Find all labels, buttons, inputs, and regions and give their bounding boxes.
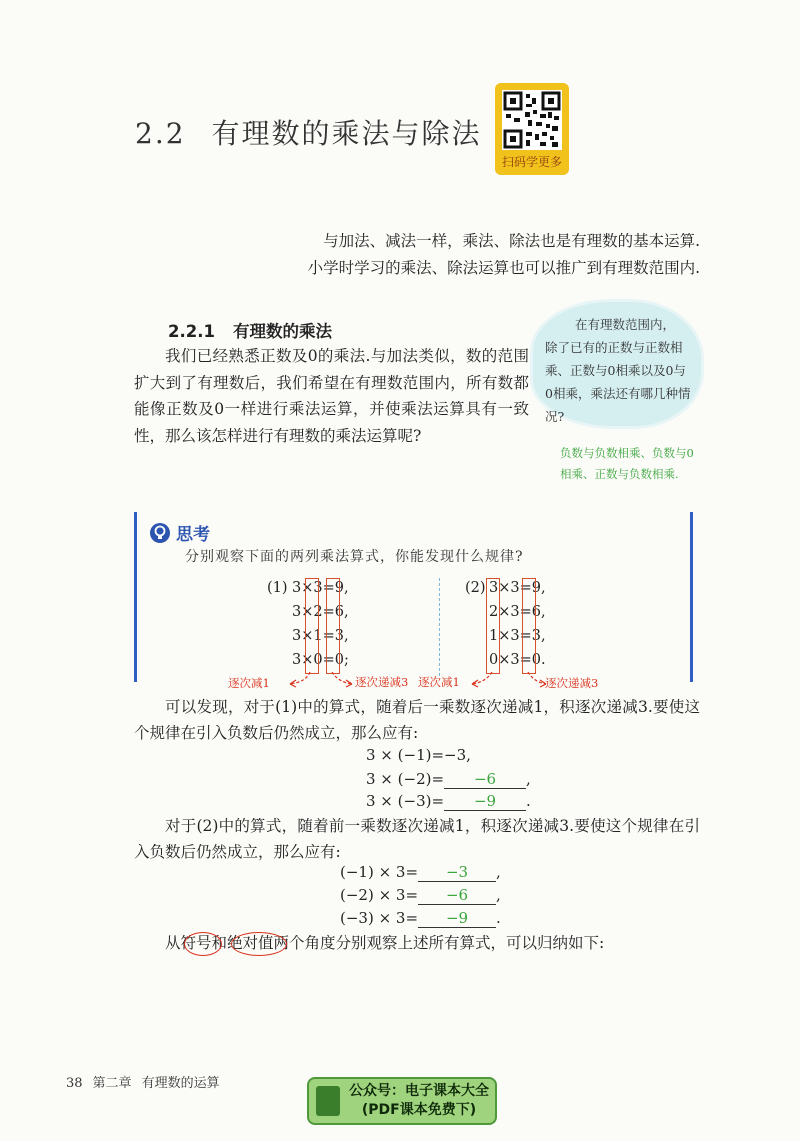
thought-cloud (533, 302, 701, 426)
chapter-label: 第二章 (92, 1076, 132, 1091)
paragraph-3: 对于(2)中的算式，随着前一乘数逐次递减1，积逐次递减3.要使这个规律在引入负数后仍然成立，那么应有: (134, 817, 700, 861)
eq2-row-1 (340, 861, 501, 883)
paragraph-2: 可以发现，对于(1)中的算式，随着后一乘数逐次递减1，积逐次递减3.要使这个规律在引入负数后仍然成立，那么应有: (134, 698, 700, 742)
eq2-row-2 (340, 884, 501, 906)
eq1-end: , (526, 770, 531, 788)
eq2-row-3 (340, 907, 501, 929)
eq2-answer-blank: −6 (418, 886, 496, 905)
col2-eq-4: 0×3=0. (489, 652, 546, 668)
book-icon (316, 1086, 340, 1116)
intro-line-2: 小学时学习的乘法、除法运算也可以推广到有理数范围内. (307, 259, 700, 277)
watermark-text (349, 1082, 489, 1120)
circle-annotation-absolute-value (231, 932, 287, 956)
page-number: 38 (66, 1076, 83, 1091)
eq1-answer-blank: −6 (444, 770, 526, 789)
watermark-line-2: (PDF课本免费下) (361, 1102, 477, 1118)
cloud-rest: 除了已有的正数与正数相乘、正数与0相乘以及0与0相乘，乘法还有哪几种情况? (545, 340, 691, 424)
section-number: 2.2 (135, 117, 186, 150)
qr-code-icon (502, 90, 562, 150)
col2-eq-1: 3×3=9, (489, 580, 546, 596)
think-prompt: 分别观察下面的两列乘法算式，你能发现什么规律? (185, 549, 524, 565)
arrow-label-1: 逐次减1 (228, 676, 270, 690)
col1-eq-1: 3×3=9, (292, 580, 349, 596)
page-footer (66, 1072, 230, 1091)
col2-eq-2: 2×3=6, (489, 604, 546, 620)
eq2-expr: (−2) × 3= (340, 886, 419, 904)
col1-tag: (1) (267, 580, 288, 596)
col1-eq-2: 3×2=6, (292, 604, 349, 620)
section-title-text: 有理数的乘法与除法 (211, 117, 482, 150)
eq2-expr: (−3) × 3= (340, 909, 419, 927)
cloud-text (545, 313, 693, 428)
eq2-end: , (496, 886, 501, 904)
col2-tag: (2) (465, 580, 486, 596)
circle-annotation-sign (184, 932, 222, 956)
watermark-line-1: 公众号：电子课本大全 (349, 1083, 489, 1099)
think-box-right-border (690, 512, 693, 682)
qr-label: 扫码学更多 (501, 155, 562, 169)
answer-note: 负数与负数相乘、负数与0相乘、正数与负数相乘. (560, 446, 694, 481)
eq1-row-1 (366, 744, 471, 766)
eq1-row-3 (366, 790, 531, 812)
eq1-answer-blank: −9 (444, 792, 526, 811)
eq2-end: , (496, 863, 501, 881)
subsection-heading (168, 318, 350, 342)
think-heading (150, 520, 210, 545)
qr-code-badge[interactable] (495, 83, 569, 175)
intro-line-1: 与加法、减法一样，乘法、除法也是有理数的基本运算. (323, 232, 700, 250)
eq1-expr: 3 × (−1)=−3, (366, 746, 471, 764)
think-box-left-border (134, 512, 137, 682)
section-title (135, 112, 482, 152)
col2-eq-3: 1×3=3, (489, 628, 546, 644)
cloud-line-1: 在有理数范围内， (575, 317, 676, 332)
think-title: 思考 (176, 525, 210, 545)
subsection-title: 有理数的乘法 (232, 322, 332, 341)
paragraph-4: 从符号和绝对值两个角度分别观察上述所有算式，可以归纳如下: (165, 934, 605, 952)
eq2-answer-blank: −3 (418, 863, 496, 882)
chapter-title: 有理数的运算 (141, 1076, 220, 1091)
eq1-row-2 (366, 768, 531, 790)
watermark-banner (307, 1077, 497, 1125)
eq2-end: . (496, 909, 501, 927)
arrow-label-3: 逐次减1 (418, 675, 460, 689)
eq1-expr: 3 × (−3)= (366, 792, 445, 810)
eq2-expr: (−1) × 3= (340, 863, 419, 881)
eq2-answer-blank: −9 (418, 909, 496, 928)
col1-eq-4: 3×0=0; (292, 652, 349, 668)
eq1-expr: 3 × (−2)= (366, 770, 445, 788)
subsection-number: 2.2.1 (168, 322, 215, 341)
paragraph-1: 我们已经熟悉正数及0的乘法.与加法类似，数的范围扩大到了有理数后，我们希望在有理数范围内，所有数都能像正数及0一样进行乘法运算，并使乘法运算具有一致性，那么该怎样进行有理数的乘法运算呢? (134, 347, 529, 445)
arrow-label-2: 逐次递减3 (355, 675, 409, 689)
arrow-label-4: 逐次递减3 (545, 676, 599, 690)
eq1-end: . (526, 792, 531, 810)
lightbulb-icon (150, 523, 170, 543)
col1-eq-3: 3×1=3, (292, 628, 349, 644)
